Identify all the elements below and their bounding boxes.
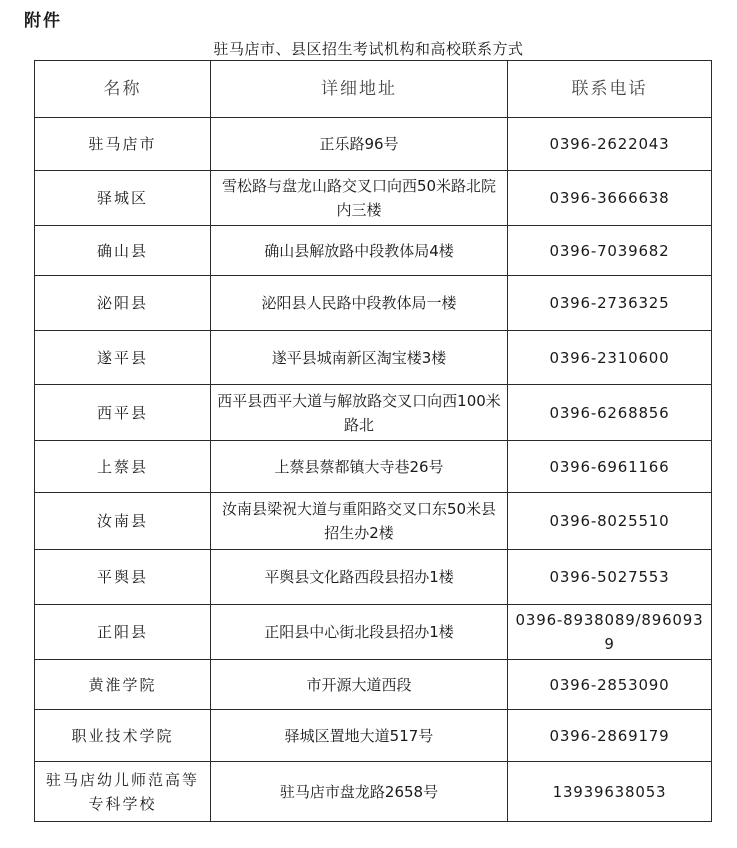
header-address: 详细地址 — [211, 61, 508, 118]
row-address: 上蔡县蔡都镇大寺巷26号 — [211, 441, 508, 493]
row-phone: 0396-6268856 — [508, 385, 712, 441]
row-name: 西平县 — [35, 385, 211, 441]
table-row — [35, 276, 712, 331]
row-name: 上蔡县 — [35, 441, 211, 493]
table-row — [35, 660, 712, 710]
row-phone: 0396-2622043 — [508, 118, 712, 171]
row-phone: 13939638053 — [508, 762, 712, 822]
contacts-table — [34, 60, 712, 822]
table-row — [35, 441, 712, 493]
row-phone: 0396-2736325 — [508, 276, 712, 331]
header-name: 名称 — [35, 61, 211, 118]
row-phone: 0396-8938089/8960939 — [508, 605, 712, 660]
row-name: 驻马店市 — [35, 118, 211, 171]
table-row — [35, 605, 712, 660]
table-row — [35, 550, 712, 605]
row-name: 黄淮学院 — [35, 660, 211, 710]
row-name: 驿城区 — [35, 171, 211, 226]
row-address: 西平县西平大道与解放路交叉口向西100米路北 — [211, 385, 508, 441]
header-phone: 联系电话 — [508, 61, 712, 118]
row-address: 遂平县城南新区淘宝楼3楼 — [211, 331, 508, 385]
row-phone: 0396-8025510 — [508, 493, 712, 550]
attachment-label: 附件 — [24, 11, 62, 31]
table-row — [35, 171, 712, 226]
row-phone: 0396-2869179 — [508, 710, 712, 762]
row-name: 遂平县 — [35, 331, 211, 385]
table-header-row — [35, 61, 712, 118]
table-row — [35, 762, 712, 822]
row-address: 驻马店市盘龙路2658号 — [211, 762, 508, 822]
row-name: 泌阳县 — [35, 276, 211, 331]
document-title: 驻马店市、县区招生考试机构和高校联系方式 — [213, 40, 524, 58]
row-name: 驻马店幼儿师范高等专科学校 — [35, 762, 211, 822]
row-name: 平舆县 — [35, 550, 211, 605]
row-address: 正阳县中心街北段县招办1楼 — [211, 605, 508, 660]
row-phone: 0396-2310600 — [508, 331, 712, 385]
row-name: 职业技术学院 — [35, 710, 211, 762]
row-phone: 0396-5027553 — [508, 550, 712, 605]
row-phone: 0396-2853090 — [508, 660, 712, 710]
table-row — [35, 710, 712, 762]
row-address: 泌阳县人民路中段教体局一楼 — [211, 276, 508, 331]
row-phone: 0396-3666638 — [508, 171, 712, 226]
row-address: 雪松路与盘龙山路交叉口向西50米路北院内三楼 — [211, 171, 508, 226]
row-name: 汝南县 — [35, 493, 211, 550]
row-address: 平舆县文化路西段县招办1楼 — [211, 550, 508, 605]
row-address: 市开源大道西段 — [211, 660, 508, 710]
row-address: 正乐路96号 — [211, 118, 508, 171]
table-row — [35, 118, 712, 171]
row-address: 汝南县梁祝大道与重阳路交叉口东50米县招生办2楼 — [211, 493, 508, 550]
table-row — [35, 385, 712, 441]
row-address: 驿城区置地大道517号 — [211, 710, 508, 762]
row-name: 确山县 — [35, 226, 211, 276]
row-phone: 0396-7039682 — [508, 226, 712, 276]
row-address: 确山县解放路中段教体局4楼 — [211, 226, 508, 276]
table-row — [35, 331, 712, 385]
row-phone: 0396-6961166 — [508, 441, 712, 493]
row-name: 正阳县 — [35, 605, 211, 660]
table-row — [35, 493, 712, 550]
table-row — [35, 226, 712, 276]
